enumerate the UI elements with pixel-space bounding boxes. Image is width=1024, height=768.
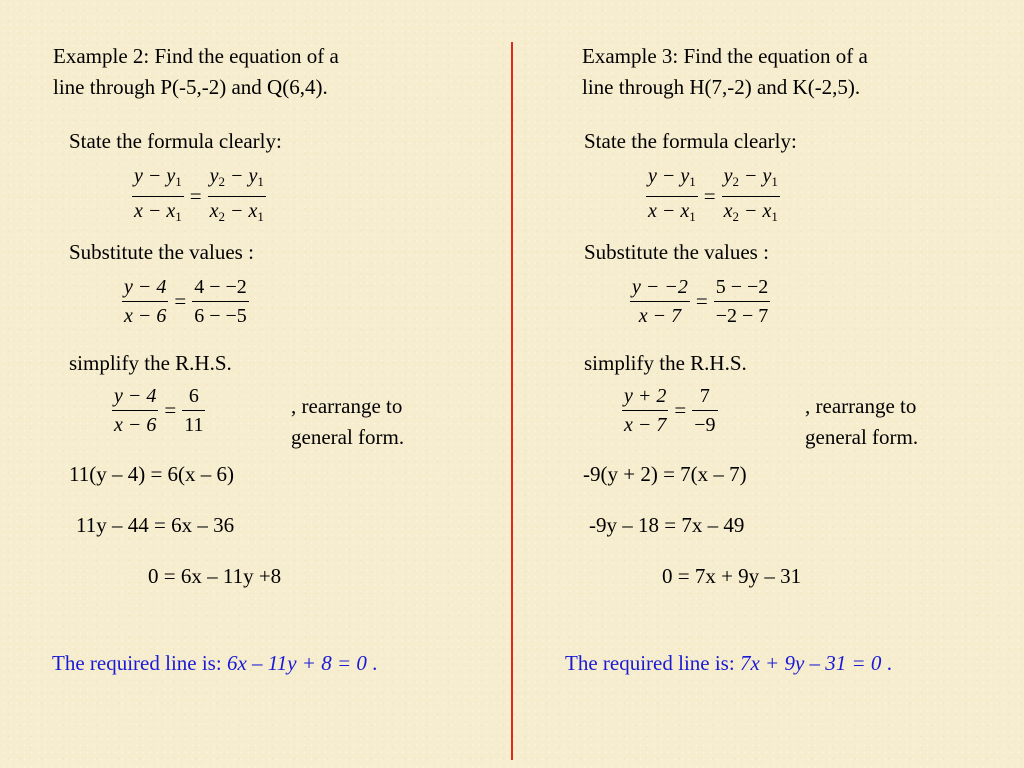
left-heading-line1: Example 2: Find the equation of a	[53, 44, 339, 68]
right-rearrange-note: , rearrange to general form.	[805, 394, 919, 449]
left-formula-lhs: $\frac{y - y_1}{x - x_1}$	[132, 162, 184, 231]
left-simplified: $\frac{y - 4}{x - 6}$ = $\frac{6}{11}$	[112, 382, 205, 439]
right-heading-line2: line through H(7,-2) and K(-2,5).	[582, 75, 861, 99]
left-example-heading	[53, 41, 339, 103]
left-step3: 0 = 6x – 11y +8	[148, 564, 282, 588]
right-step3: 0 = 7x + 9y – 31	[662, 564, 802, 588]
left-formula: $\frac{y - y_1}{x - x_1}$ = $\frac{y_2 - y_1}{x_2 - x_1}$	[132, 162, 266, 231]
left-heading-line2: line through P(-5,-2) and Q(6,4).	[53, 75, 328, 99]
left-formula-rhs: $\frac{y_2 - y_1}{x_2 - x_1}$	[208, 162, 266, 231]
right-example-heading	[582, 41, 868, 103]
left-substitution: $\frac{y - 4}{x - 6}$ = $\frac{4 - -2}{6 - -5}$	[122, 273, 249, 330]
left-rearrange-note: , rearrange to general form.	[291, 394, 405, 449]
left-simplify-label: simplify the R.H.S.	[69, 351, 232, 375]
right-formula-rhs: $\frac{y_2 - y_1}{x_2 - x_1}$	[722, 162, 780, 231]
right-step1: -9(y + 2) = 7(x – 7)	[583, 462, 747, 486]
left-answer: The required line is: 6x – 11y + 8 = 0 .	[52, 651, 378, 675]
left-substitute-label: Substitute the values :	[69, 240, 254, 264]
right-state-formula-label: State the formula clearly:	[584, 129, 797, 153]
left-step1: 11(y – 4) = 6(x – 6)	[69, 462, 235, 486]
right-simplified: $\frac{y + 2}{x - 7}$ = $\frac{7}{-9}$	[622, 382, 718, 439]
center-divider	[511, 42, 513, 760]
left-step2: 11y – 44 = 6x – 36	[76, 513, 235, 537]
right-step2: -9y – 18 = 7x – 49	[589, 513, 745, 537]
right-substitute-label: Substitute the values :	[584, 240, 769, 264]
right-substitution: $\frac{y - -2}{x - 7}$ = $\frac{5 - -2}{-2 - 7}$	[630, 273, 770, 330]
right-heading-line1: Example 3: Find the equation of a	[582, 44, 868, 68]
right-formula-lhs: $\frac{y - y_1}{x - x_1}$	[646, 162, 698, 231]
left-state-formula-label: State the formula clearly:	[69, 129, 282, 153]
right-answer: The required line is: 7x + 9y – 31 = 0 .	[565, 651, 892, 675]
right-formula: $\frac{y - y_1}{x - x_1}$ = $\frac{y_2 - y_1}{x_2 - x_1}$	[646, 162, 780, 231]
right-simplify-label: simplify the R.H.S.	[584, 351, 747, 375]
